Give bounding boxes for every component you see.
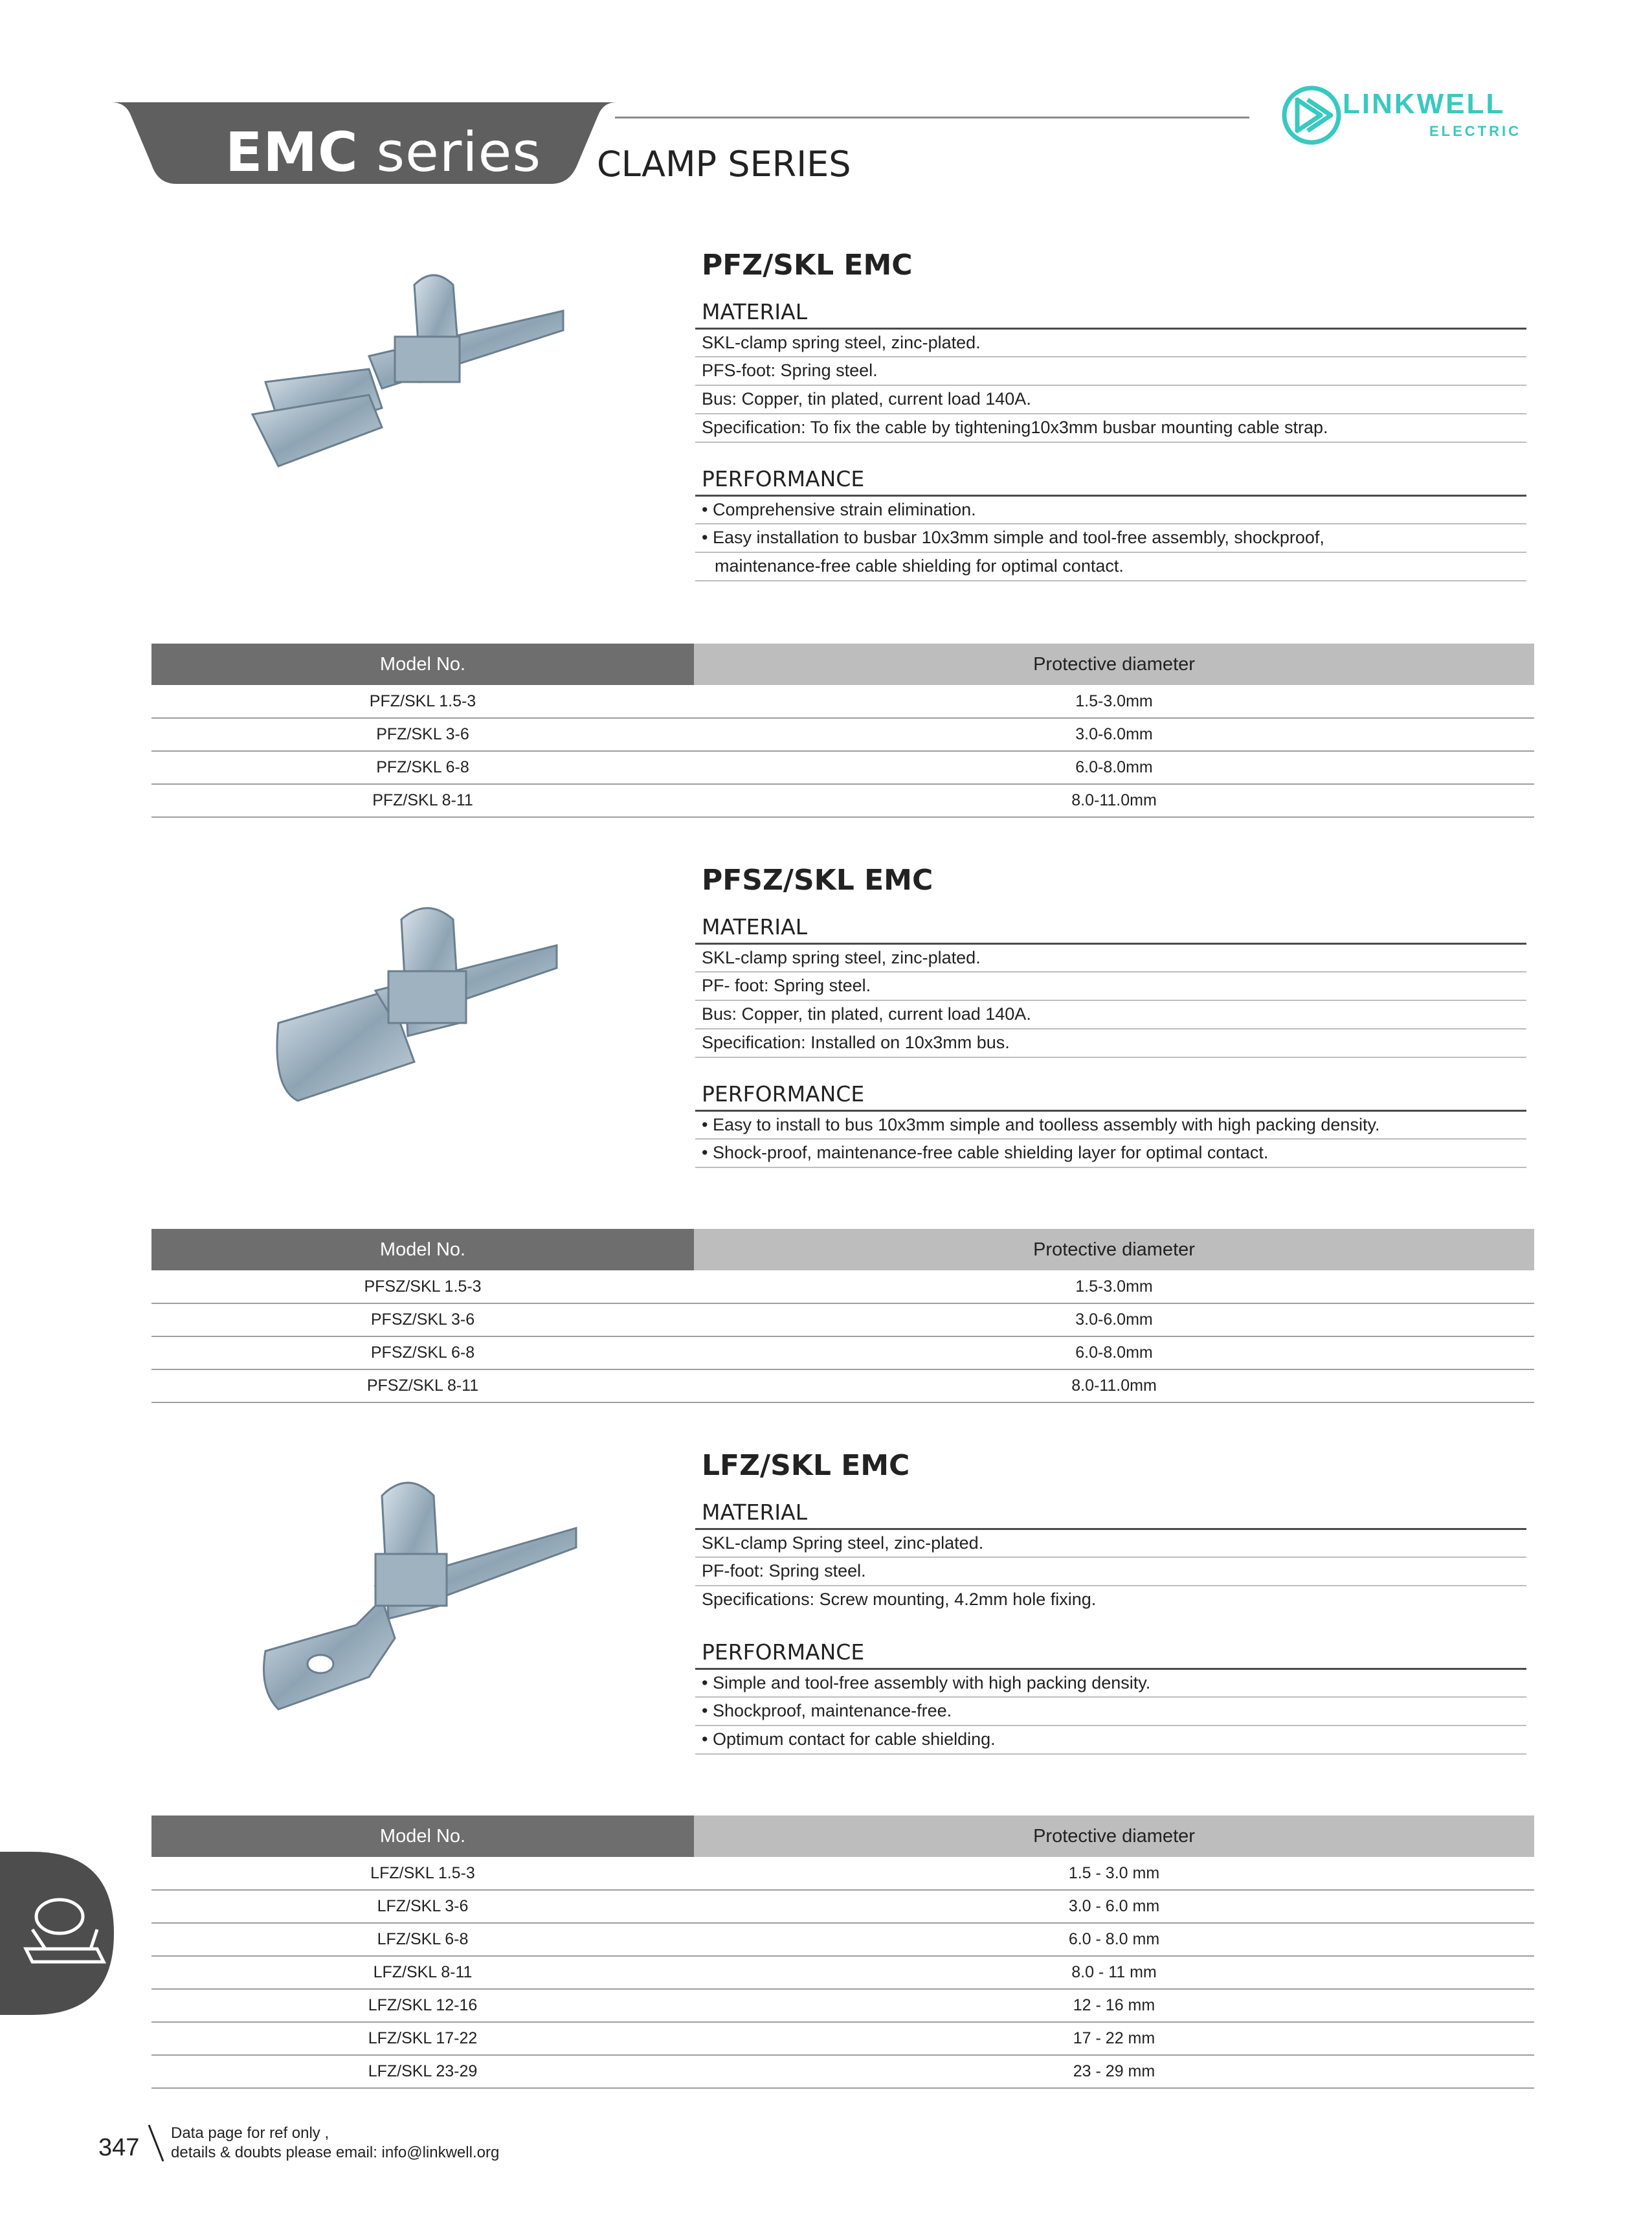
diameter-cell: 1.5 - 3.0 mm [694,1857,1534,1890]
list-item: SKL-clamp spring steel, zinc-plated. [695,943,1526,971]
column-header-diameter: Protective diameter [694,1229,1534,1270]
model-cell: PFSZ/SKL 6-8 [151,1336,694,1369]
material-list [695,1528,1526,1613]
pfsz-skl-clamp-image [259,894,570,1114]
performance-heading: PERFORMANCE [702,1081,865,1107]
performance-list [695,495,1526,581]
material-heading: MATERIAL [702,1500,808,1525]
material-heading: MATERIAL [702,299,808,324]
material-list [695,943,1526,1058]
table-row [151,1857,1534,1890]
list-item: PF-foot: Spring steel. [695,1557,1526,1585]
diameter-cell: 8.0-11.0mm [694,784,1534,817]
table-row [151,685,1534,718]
table-row [151,784,1534,817]
page-number: 347 [98,2134,140,2161]
column-header-model: Model No. [151,1816,694,1857]
table-row [151,751,1534,784]
model-cell: PFZ/SKL 8-11 [151,784,694,817]
performance-list [695,1110,1526,1168]
model-cell: PFZ/SKL 3-6 [151,718,694,751]
list-item: Specifications: Screw mounting, 4.2mm hole fixing. [695,1585,1526,1613]
product-title: PFZ/SKL EMC [702,249,913,282]
list-item: • Shockproof, maintenance-free. [695,1696,1526,1725]
table-row [151,1369,1534,1402]
table-row [151,1303,1534,1336]
series-title: EMC series [225,120,542,184]
model-cell: PFZ/SKL 1.5-3 [151,685,694,718]
model-table [151,644,1534,818]
list-item: • Shock-proof, maintenance-free cable shielding layer for optimal contact. [695,1138,1526,1167]
list-item: PFS-foot: Spring steel. [695,356,1526,385]
column-header-model: Model No. [151,1229,694,1270]
logo-name: LINKWELL [1343,88,1506,120]
diameter-cell: 8.0-11.0mm [694,1369,1534,1402]
table-row [151,2055,1534,2088]
model-cell: LFZ/SKL 1.5-3 [151,1857,694,1890]
table-row [151,2022,1534,2055]
performance-heading: PERFORMANCE [702,1639,865,1665]
model-cell: PFZ/SKL 6-8 [151,751,694,784]
product-title: LFZ/SKL EMC [702,1449,910,1482]
model-table [151,1816,1534,2089]
email-link[interactable]: info@linkwell.org [381,2144,500,2161]
footer-divider-icon [146,2124,166,2163]
list-item: Specification: To fix the cable by tightening10x3mm busbar mounting cable strap. [695,413,1526,442]
material-list [695,328,1526,443]
model-cell: PFSZ/SKL 1.5-3 [151,1270,694,1303]
column-header-diameter: Protective diameter [694,644,1534,685]
model-cell: LFZ/SKL 8-11 [151,1956,694,1989]
table-row [151,1923,1534,1956]
product-title: PFSZ/SKL EMC [702,864,933,897]
list-item: maintenance-free cable shielding for optimal contact. [695,552,1526,580]
list-item: • Easy to install to bus 10x3mm simple and toolless assembly with high packing density. [695,1110,1526,1138]
list-item: Bus: Copper, tin plated, current load 140A. [695,1000,1526,1028]
model-cell: PFSZ/SKL 3-6 [151,1303,694,1336]
diameter-cell: 8.0 - 11 mm [694,1956,1534,1989]
list-item: • Comprehensive strain elimination. [695,495,1526,523]
table-row [151,1989,1534,2022]
page-subtitle: CLAMP SERIES [597,144,851,185]
table-row [151,1956,1534,1989]
footer-line-1: Data page for ref only , [171,2124,329,2142]
model-cell: LFZ/SKL 23-29 [151,2055,694,2088]
diameter-cell: 6.0-8.0mm [694,751,1534,784]
logo-subtitle: ELECTRIC [1429,123,1521,139]
diameter-cell: 17 - 22 mm [694,2022,1534,2055]
material-heading: MATERIAL [702,914,808,939]
diameter-cell: 23 - 29 mm [694,2055,1534,2088]
diameter-cell: 3.0 - 6.0 mm [694,1890,1534,1923]
header-rule [615,117,1249,118]
diameter-cell: 6.0-8.0mm [694,1336,1534,1369]
footer-line-2 [171,2143,499,2163]
model-table [151,1229,1534,1403]
pfz-skl-clamp-image [240,259,576,473]
table-row [151,1270,1534,1303]
table-row [151,1890,1534,1923]
list-item: • Optimum contact for cable shielding. [695,1725,1526,1753]
model-cell: LFZ/SKL 6-8 [151,1923,694,1956]
diameter-cell: 3.0-6.0mm [694,1303,1534,1336]
diameter-cell: 3.0-6.0mm [694,718,1534,751]
list-item: • Easy installation to busbar 10x3mm simple and tool-free assembly, shockproof, [695,523,1526,552]
list-item: PF- foot: Spring steel. [695,971,1526,1000]
category-side-tab [0,1852,114,2015]
footer-note [171,2124,499,2163]
footer-line-2-prefix: details & doubts please email: [171,2144,382,2161]
performance-heading: PERFORMANCE [702,466,865,491]
column-header-diameter: Protective diameter [694,1816,1534,1857]
diameter-cell: 12 - 16 mm [694,1989,1534,2022]
table-row [151,1336,1534,1369]
list-item: SKL-clamp spring steel, zinc-plated. [695,328,1526,356]
list-item: SKL-clamp Spring steel, zinc-plated. [695,1528,1526,1557]
column-header-model: Model No. [151,644,694,685]
diameter-cell: 1.5-3.0mm [694,1270,1534,1303]
model-cell: LFZ/SKL 17-22 [151,2022,694,2055]
model-cell: PFSZ/SKL 8-11 [151,1369,694,1402]
model-cell: LFZ/SKL 3-6 [151,1890,694,1923]
performance-list [695,1668,1526,1755]
lfz-skl-clamp-image [259,1470,596,1716]
model-cell: LFZ/SKL 12-16 [151,1989,694,2022]
table-row [151,718,1534,751]
list-item: Bus: Copper, tin plated, current load 140A. [695,385,1526,413]
list-item: Specification: Installed on 10x3mm bus. [695,1028,1526,1057]
diameter-cell: 1.5-3.0mm [694,685,1534,718]
diameter-cell: 6.0 - 8.0 mm [694,1923,1534,1956]
list-item: • Simple and tool-free assembly with high packing density. [695,1668,1526,1696]
